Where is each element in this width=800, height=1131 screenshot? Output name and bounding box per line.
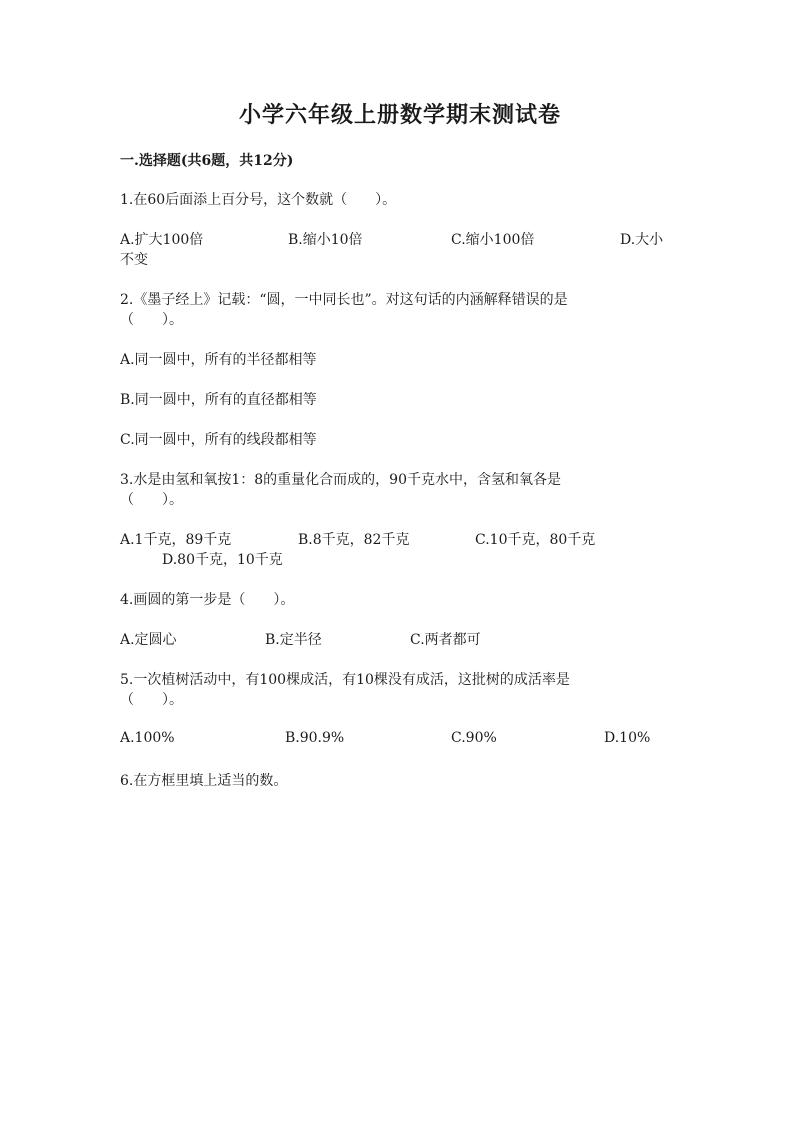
page-title: 小学六年级上册数学期末测试卷 xyxy=(238,102,561,128)
question-3-stem: 3.水是由氢和氧按1：8的重量化合而成的，90千克水中，含氢和氧各是 xyxy=(120,472,561,488)
question-2-option-a: A.同一圆中，所有的半径都相等 xyxy=(120,352,317,368)
question-5-stem-continued: （ ）。 xyxy=(120,692,183,708)
question-6-stem: 6.在方框里填上适当的数。 xyxy=(120,773,288,789)
question-1-option-d-continued: 不变 xyxy=(120,252,148,268)
question-3-option-c: C.10千克，80千克 xyxy=(475,532,596,548)
question-1-option-c: C.缩小100倍 xyxy=(451,232,535,248)
question-5-stem: 5.一次植树活动中，有100棵成活，有10棵没有成活，这批树的成活率是 xyxy=(120,672,570,688)
question-5-option-b: B.90.9% xyxy=(285,730,345,746)
question-3-option-b: B.8千克，82千克 xyxy=(298,532,410,548)
question-3-option-d: D.80千克，10千克 xyxy=(162,552,283,568)
question-1-option-d: D.大小 xyxy=(620,232,664,248)
section-heading: 一.选择题(共6题，共12分) xyxy=(120,153,294,169)
question-4-option-a: A.定圆心 xyxy=(120,632,177,648)
question-4-option-b: B.定半径 xyxy=(265,632,322,648)
question-2-option-c: C.同一圆中，所有的线段都相等 xyxy=(120,432,317,448)
question-1-option-b: B.缩小10倍 xyxy=(288,232,363,248)
question-1-option-a: A.扩大100倍 xyxy=(120,232,204,248)
question-4-option-c: C.两者都可 xyxy=(410,632,481,648)
question-2-stem-continued: （ ）。 xyxy=(120,312,183,328)
question-4-stem: 4.画圆的第一步是（ ）。 xyxy=(120,592,295,608)
question-1-stem: 1.在60后面添上百分号，这个数就（ ）。 xyxy=(120,192,397,208)
question-3-option-a: A.1千克，89千克 xyxy=(120,532,232,548)
question-2-option-b: B.同一圆中，所有的直径都相等 xyxy=(120,392,317,408)
question-3-stem-continued: （ ）。 xyxy=(120,492,183,508)
question-2-stem: 2.《墨子经上》记载：“圆，一中同长也”。对这句话的内涵解释错误的是 xyxy=(120,292,568,308)
question-5-option-a: A.100% xyxy=(120,730,175,746)
question-5-option-d: D.10% xyxy=(604,730,651,746)
question-5-option-c: C.90% xyxy=(451,730,497,746)
